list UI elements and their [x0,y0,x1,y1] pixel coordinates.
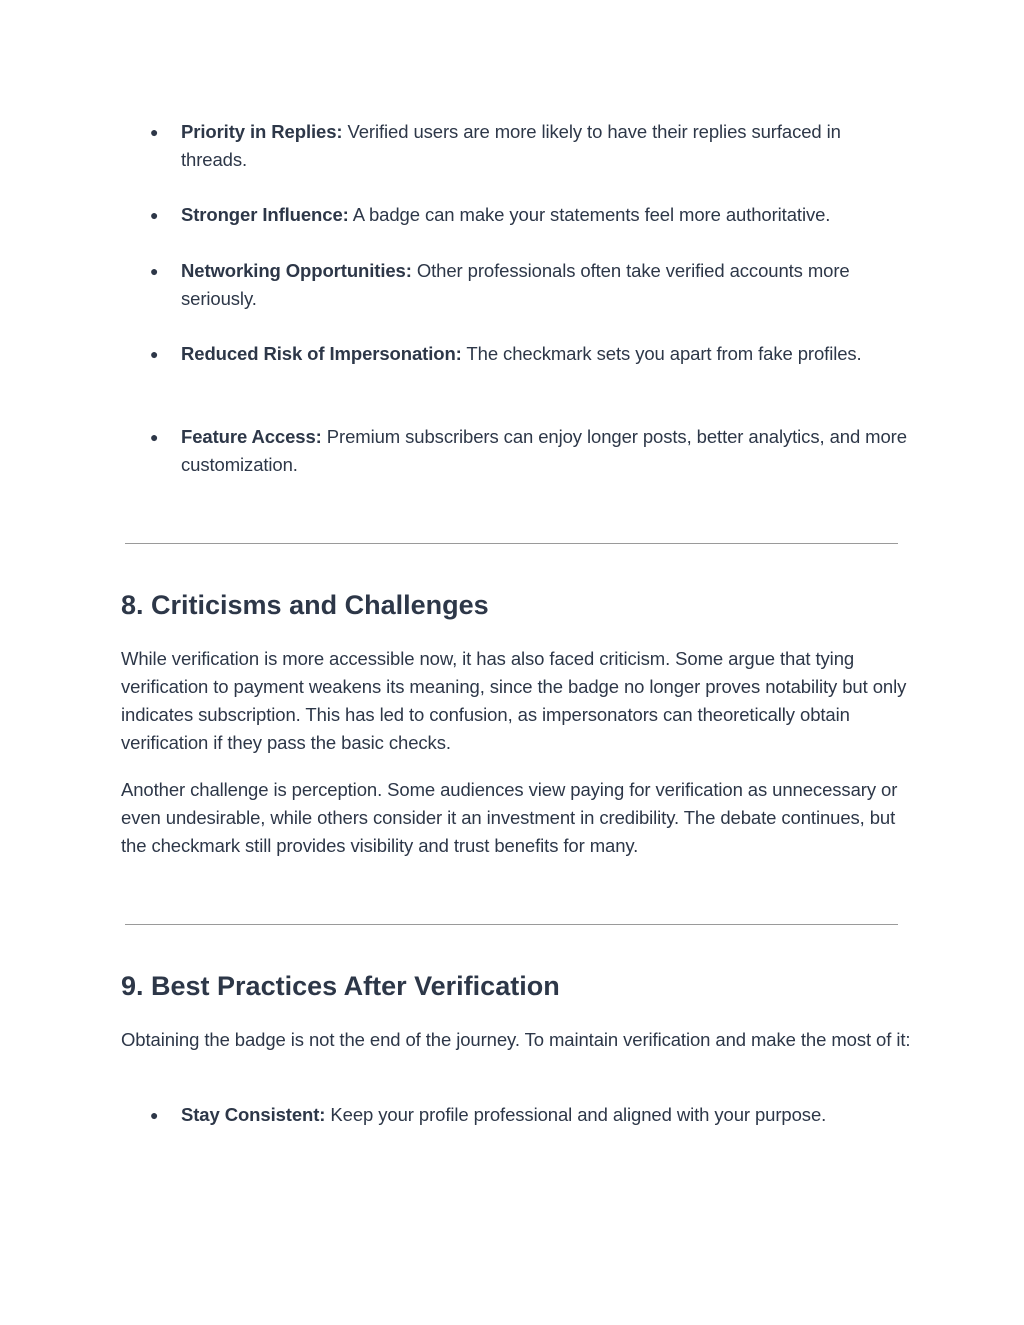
bullet-icon: ● [150,207,159,223]
section-divider [125,543,898,544]
list-item: ● Reduced Risk of Impersonation: The checkmark sets you apart from fake profiles. [181,340,911,368]
list-item: ● Feature Access: Premium subscribers can enjoy longer posts, better analytics, and more customization. [181,423,911,479]
bullet-icon: ● [150,1107,159,1123]
bullet-icon: ● [150,429,159,445]
paragraph: Obtaining the badge is not the end of the journey. To maintain verification and make the most of it: [121,1029,911,1050]
bullet-icon: ● [150,124,159,140]
paragraph: While verification is more accessible now, it has also faced criticism. Some argue that tying verification to payment weakens its meaning, since the badge no longer proves notability but only indicates subscription. This has led to confusion, as impersonators can theoretically obtain verification if they pass the basic checks. [121,648,907,753]
list-item: ● Stronger Influence: A badge can make your statements feel more authoritative. [181,201,911,229]
bullet-icon: ● [150,346,159,362]
bullet-icon: ● [150,263,159,279]
list-item: ● Stay Consistent: Keep your profile professional and aligned with your purpose. [181,1101,911,1129]
list-item: ● Priority in Replies: Verified users are more likely to have their replies surfaced in threads. [181,118,911,174]
section-divider [125,924,898,925]
paragraph: Another challenge is perception. Some audiences view paying for verification as unnecessary or even undesirable, while others consider it an investment in credibility. The debate continues, but the checkmark still provides visibility and trust benefits for many. [121,779,898,856]
section-heading: 8. Criticisms and Challenges [121,590,489,620]
section-heading: 9. Best Practices After Verification [121,971,560,1001]
list-item: ● Networking Opportunities: Other professionals often take verified accounts more seriously. [181,257,911,313]
